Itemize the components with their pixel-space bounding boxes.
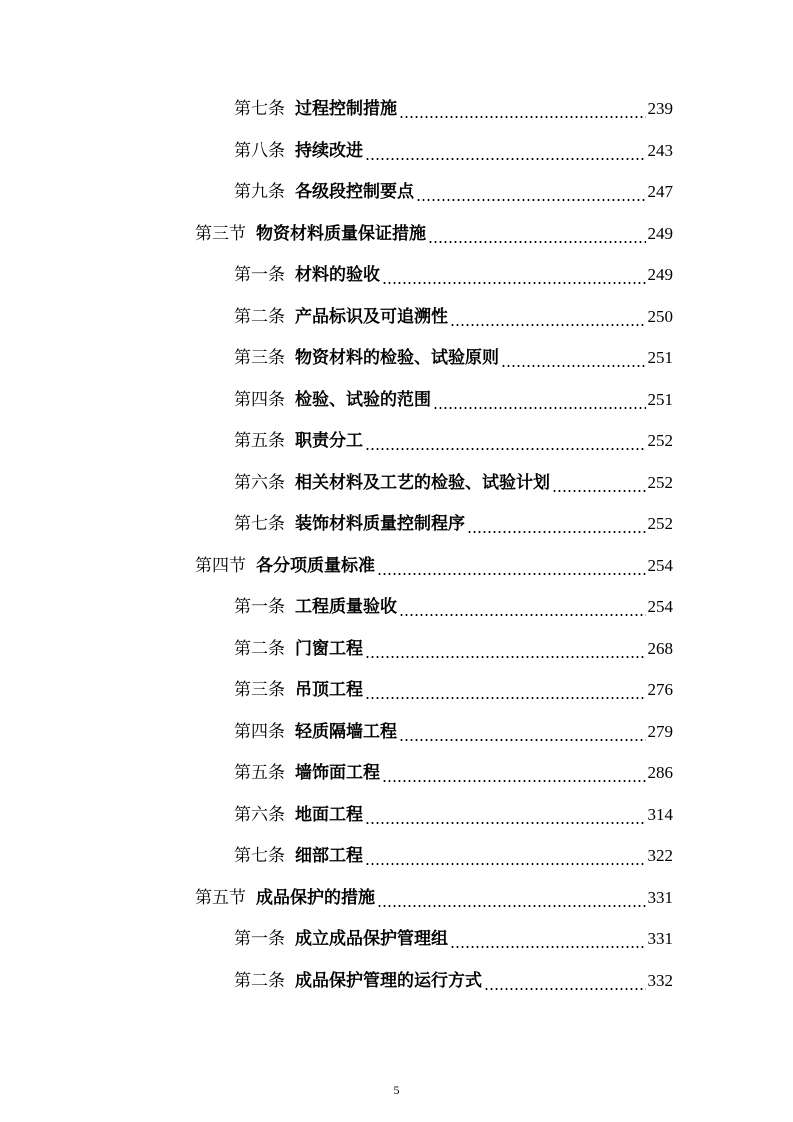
toc-entry-title: 成立成品保护管理组 (295, 929, 448, 949)
toc-entry-page: 254 (647, 597, 673, 616)
toc-dot-leader (365, 677, 646, 703)
toc-entry-number: 第五条 (234, 431, 285, 451)
toc-entry-number: 第一条 (234, 597, 285, 617)
toc-entry-title: 轻质隔墙工程 (295, 722, 397, 742)
toc-entry-title: 墙饰面工程 (295, 763, 380, 783)
toc-entry-page: 251 (647, 348, 673, 367)
toc-entry-page: 250 (647, 307, 673, 326)
toc-entry[interactable] (234, 677, 673, 703)
toc-dot-leader (399, 96, 646, 122)
toc-dot-leader (399, 719, 646, 745)
toc-entry[interactable] (234, 843, 673, 869)
toc-dot-leader (399, 594, 646, 620)
toc-entry-page: 251 (647, 390, 673, 409)
toc-entry-page: 239 (647, 99, 673, 118)
toc-entry-title: 门窗工程 (295, 639, 363, 659)
toc-dot-leader (416, 179, 646, 205)
toc-dot-leader (382, 262, 646, 288)
toc-dot-leader (467, 511, 646, 537)
toc-entry[interactable] (234, 96, 673, 122)
toc-entry-number: 第九条 (234, 182, 285, 202)
toc-entry-page: 332 (647, 971, 673, 990)
page-number: 5 (393, 1083, 400, 1097)
toc-dot-leader (428, 221, 646, 247)
toc-entry-number: 第四条 (234, 722, 285, 742)
toc-entry-number: 第七条 (234, 99, 285, 119)
toc-entry-title: 成品保护的措施 (256, 888, 375, 908)
toc-entry-page: 254 (647, 556, 673, 575)
toc-entry[interactable] (234, 719, 673, 745)
toc-entry-title: 细部工程 (295, 846, 363, 866)
toc-entry-number: 第五节 (195, 888, 246, 908)
toc-section-entry[interactable] (195, 221, 673, 247)
toc-entry-number: 第二条 (234, 307, 285, 327)
toc-entry-title: 检验、试验的范围 (295, 390, 431, 410)
toc-dot-leader (382, 760, 646, 786)
toc-entry-title: 物资材料的检验、试验原则 (295, 348, 499, 368)
toc-dot-leader (433, 387, 646, 413)
toc-entry-page: 276 (647, 680, 673, 699)
toc-entry-title: 各级段控制要点 (295, 182, 414, 202)
toc-entry-number: 第三条 (234, 348, 285, 368)
toc-entry-number: 第二条 (234, 971, 285, 991)
toc-entry[interactable] (234, 636, 673, 662)
toc-entry-title: 持续改进 (295, 141, 363, 161)
toc-entry[interactable] (234, 802, 673, 828)
toc-entry-title: 过程控制措施 (295, 99, 397, 119)
toc-entry-number: 第二条 (234, 639, 285, 659)
toc-dot-leader (552, 470, 646, 496)
toc-entry-number: 第四节 (195, 556, 246, 576)
toc-entry-title: 物资材料质量保证措施 (256, 224, 426, 244)
toc-dot-leader (365, 636, 646, 662)
toc-entry-title: 相关材料及工艺的检验、试验计划 (295, 473, 550, 493)
toc-entry-title: 各分项质量标准 (256, 556, 375, 576)
toc-entry-number: 第八条 (234, 141, 285, 161)
toc-entry-number: 第七条 (234, 846, 285, 866)
toc-entry-number: 第三条 (234, 680, 285, 700)
toc-entry[interactable] (234, 926, 673, 952)
toc-entry-page: 252 (647, 431, 673, 450)
toc-dot-leader (365, 843, 646, 869)
toc-entry-page: 249 (647, 265, 673, 284)
toc-dot-leader (450, 304, 646, 330)
toc-entry-page: 331 (647, 929, 673, 948)
toc-entry[interactable] (234, 138, 673, 164)
toc-entry-page: 314 (647, 805, 673, 824)
toc-entry-number: 第一条 (234, 929, 285, 949)
toc-entry-title: 产品标识及可追溯性 (295, 307, 448, 327)
toc-entry-title: 材料的验收 (295, 265, 380, 285)
toc-entry-page: 252 (647, 473, 673, 492)
toc-entry-number: 第七条 (234, 514, 285, 534)
toc-entry-page: 249 (647, 224, 673, 243)
toc-entry-title: 装饰材料质量控制程序 (295, 514, 465, 534)
toc-entry-title: 工程质量验收 (295, 597, 397, 617)
toc-entry-title: 地面工程 (295, 805, 363, 825)
toc-entry[interactable] (234, 594, 673, 620)
toc-dot-leader (377, 553, 646, 579)
toc-dot-leader (365, 138, 646, 164)
toc-entry[interactable] (234, 304, 673, 330)
toc-entry-number: 第一条 (234, 265, 285, 285)
toc-entry-number: 第四条 (234, 390, 285, 410)
toc-entry-number: 第三节 (195, 224, 246, 244)
toc-entry[interactable] (234, 760, 673, 786)
toc-entry[interactable] (234, 262, 673, 288)
toc-entry-title: 职责分工 (295, 431, 363, 451)
toc-entry[interactable] (234, 428, 673, 454)
toc-entry-title: 成品保护管理的运行方式 (295, 971, 482, 991)
toc-section-entry[interactable] (195, 885, 673, 911)
toc-entry[interactable] (234, 387, 673, 413)
toc-dot-leader (450, 926, 646, 952)
toc-entry-page: 243 (647, 141, 673, 160)
toc-dot-leader (365, 428, 646, 454)
toc-entry-page: 322 (647, 846, 673, 865)
toc-entry-page: 268 (647, 639, 673, 658)
toc-entry-page: 279 (647, 722, 673, 741)
toc-dot-leader (377, 885, 646, 911)
toc-dot-leader (365, 802, 646, 828)
toc-entry-page: 247 (647, 182, 673, 201)
toc-entry[interactable] (234, 345, 673, 371)
toc-entry[interactable] (234, 470, 673, 496)
toc-entry-page: 286 (647, 763, 673, 782)
toc-entry-title: 吊顶工程 (295, 680, 363, 700)
toc-entry-number: 第六条 (234, 805, 285, 825)
toc-entry[interactable] (234, 968, 673, 994)
toc-entry-number: 第五条 (234, 763, 285, 783)
toc-entry[interactable] (234, 511, 673, 537)
toc-dot-leader (484, 968, 646, 994)
toc-entry-page: 252 (647, 514, 673, 533)
toc-dot-leader (501, 345, 646, 371)
toc-entry-number: 第六条 (234, 473, 285, 493)
toc-entry[interactable] (234, 179, 673, 205)
toc-entry-page: 331 (647, 888, 673, 907)
toc-section-entry[interactable] (195, 553, 673, 579)
